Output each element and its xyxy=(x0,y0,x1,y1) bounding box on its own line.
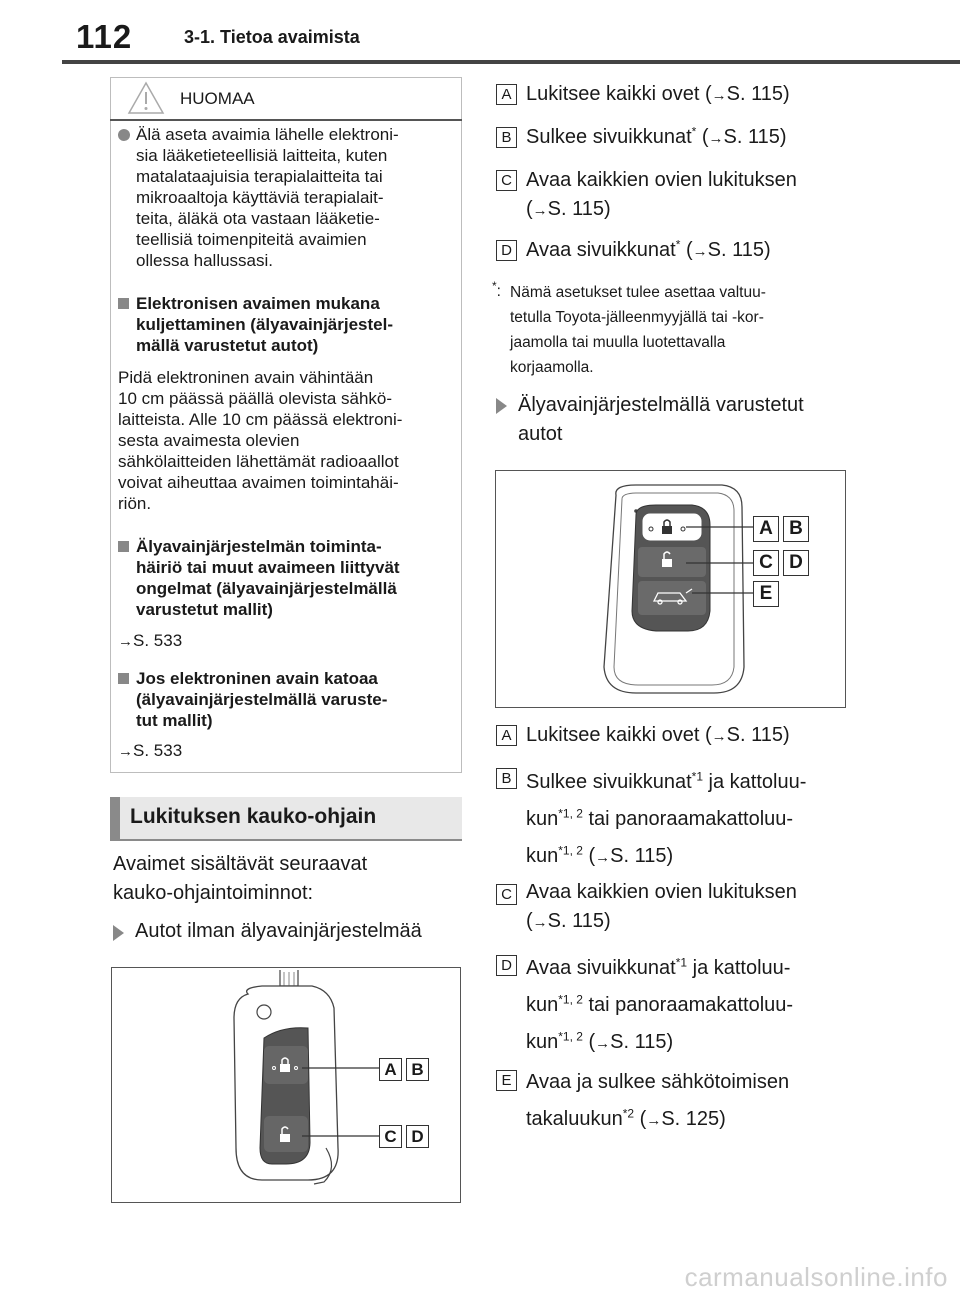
arrow-right-icon: → xyxy=(595,1035,611,1052)
arrow-right-icon: → xyxy=(118,633,133,650)
label-d: D xyxy=(496,955,517,976)
caution-sub2-ref: →S. 533 xyxy=(118,631,183,650)
caution-title: HUOMAA xyxy=(180,89,255,108)
label-c: C xyxy=(753,550,779,576)
list1-item-b: Sulkee sivuikkunat* (→S. 115) xyxy=(526,124,787,148)
bullet-square xyxy=(118,298,129,309)
key-illustration xyxy=(112,968,460,1202)
arrow-right-icon: → xyxy=(711,87,727,104)
list2-item-b: Sulkee sivuikkunat$^{*1}$ ja kattoluu- kun$^{*1, 2}$ tai panoraamakattoluu- kun$^{*1, 2}$ (→S. 115) xyxy=(526,769,807,867)
section-heading-underline xyxy=(110,839,462,841)
arrow-right-icon: → xyxy=(118,743,133,760)
label-d: D xyxy=(496,240,517,261)
watermark: carmanualsonline.info xyxy=(684,1262,948,1292)
smart-key-illustration xyxy=(496,471,845,707)
label-b: B xyxy=(406,1058,429,1081)
caution-sub2-heading: Älyavainjärjestelmän toiminta- häiriö tai muut avaimeen liittyvät ongelmat (älyavainjärjestelmällä varustetut mallit) xyxy=(136,537,400,619)
header-rule xyxy=(62,60,960,64)
list2-item-a: Lukitsee kaikki ovet (→S. 115) xyxy=(526,724,790,746)
subhead-smart: Älyavainjärjestelmällä varustetut autot xyxy=(518,394,804,445)
caution-bullet-text: Älä aseta avaimia lähelle elektroni- sia lääketieteellisiä laitteita, kuten matalataajuisia terapialaitteita tai mikroaaltoja käyttäviä terapialait- teita, äläkä ota vastaan lääketie- teellisiä toimenpiteitä avaimien ollessa hallussasi. xyxy=(136,125,399,270)
arrow-right-icon: → xyxy=(595,849,611,866)
label-a: A xyxy=(496,84,517,105)
section-title: 3-1. Tietoa avaimista xyxy=(184,27,360,47)
arrow-right-icon: → xyxy=(711,728,727,745)
arrow-right-icon: → xyxy=(532,914,548,931)
footnote-marker: *: xyxy=(492,278,501,300)
page-number: 112 xyxy=(76,18,133,55)
label-e: E xyxy=(753,581,779,607)
label-b: B xyxy=(496,127,517,148)
list1-item-c: Avaa kaikkien ovien lukituksen (→S. 115) xyxy=(526,169,797,220)
list2-item-c: Avaa kaikkien ovien lukituksen (→S. 115) xyxy=(526,881,797,932)
arrow-right-icon: → xyxy=(708,130,724,147)
label-b: B xyxy=(496,768,517,789)
list1-item-a: Lukitsee kaikki ovet (→S. 115) xyxy=(526,83,790,105)
label-b: B xyxy=(783,516,809,542)
intro-text: Avaimet sisältävät seuraavat kauko-ohjaintoiminnot: xyxy=(113,853,368,904)
triangle-bullet-icon xyxy=(496,398,507,414)
label-a: A xyxy=(496,725,517,746)
bullet-square xyxy=(118,673,129,684)
caution-sub3-ref: →S. 533 xyxy=(118,741,183,760)
section-heading: Lukituksen kauko-ohjain xyxy=(130,805,377,828)
label-d: D xyxy=(783,550,809,576)
label-d: D xyxy=(406,1125,429,1148)
tailgate-button xyxy=(638,581,706,615)
label-e: E xyxy=(496,1070,517,1091)
label-a: A xyxy=(379,1058,402,1081)
warning-triangle-icon xyxy=(126,80,166,116)
arrow-right-icon: → xyxy=(646,1112,662,1129)
label-c: C xyxy=(496,884,517,905)
bullet-dot xyxy=(118,129,130,141)
triangle-bullet-icon xyxy=(113,925,124,941)
label-a: A xyxy=(753,516,779,542)
caution-sub1-heading: Elektronisen avaimen mukana kuljettaminen (älyavainjärjestel- mällä varustetut autot) xyxy=(136,294,393,355)
footnote-text: Nämä asetukset tulee asettaa valtuu- tetulla Toyota-jälleenmyyjällä tai -kor- jaamolla tai muulla luotettavalla korjaamolla. xyxy=(510,284,766,376)
section-heading-bar xyxy=(110,797,120,839)
list2-item-d: Avaa sivuikkunat$^{*1}$ ja kattoluu- kun$^{*1, 2}$ tai panoraamakattoluu- kun$^{*1, 2}$ (→S. 115) xyxy=(526,955,794,1053)
list2-item-e: Avaa ja sulkee sähkötoimisen takaluukun$^{*2}$ (→S. 125) xyxy=(526,1071,790,1130)
arrow-right-icon: → xyxy=(532,202,548,219)
bullet-square xyxy=(118,541,129,552)
label-c: C xyxy=(379,1125,402,1148)
list1-item-d: Avaa sivuikkunat* (→S. 115) xyxy=(526,237,771,261)
arrow-right-icon: → xyxy=(692,243,708,260)
subhead-no-smart: Autot ilman älyavainjärjestelmää xyxy=(135,920,422,942)
label-c: C xyxy=(496,170,517,191)
caution-sub3-heading: Jos elektroninen avain katoaa (älyavainjärjestelmällä varuste- tut mallit) xyxy=(136,669,388,730)
caution-sub1-body: Pidä elektroninen avain vähintään 10 cm päässä päällä olevista sähkö- laitteista. Alle 10 cm päässä elektroni- sesta avaimesta olevien sähkölaitteiden lähettämät radioaallot voivat aiheuttaa avaimen toimintahäi- riön. xyxy=(118,368,403,513)
